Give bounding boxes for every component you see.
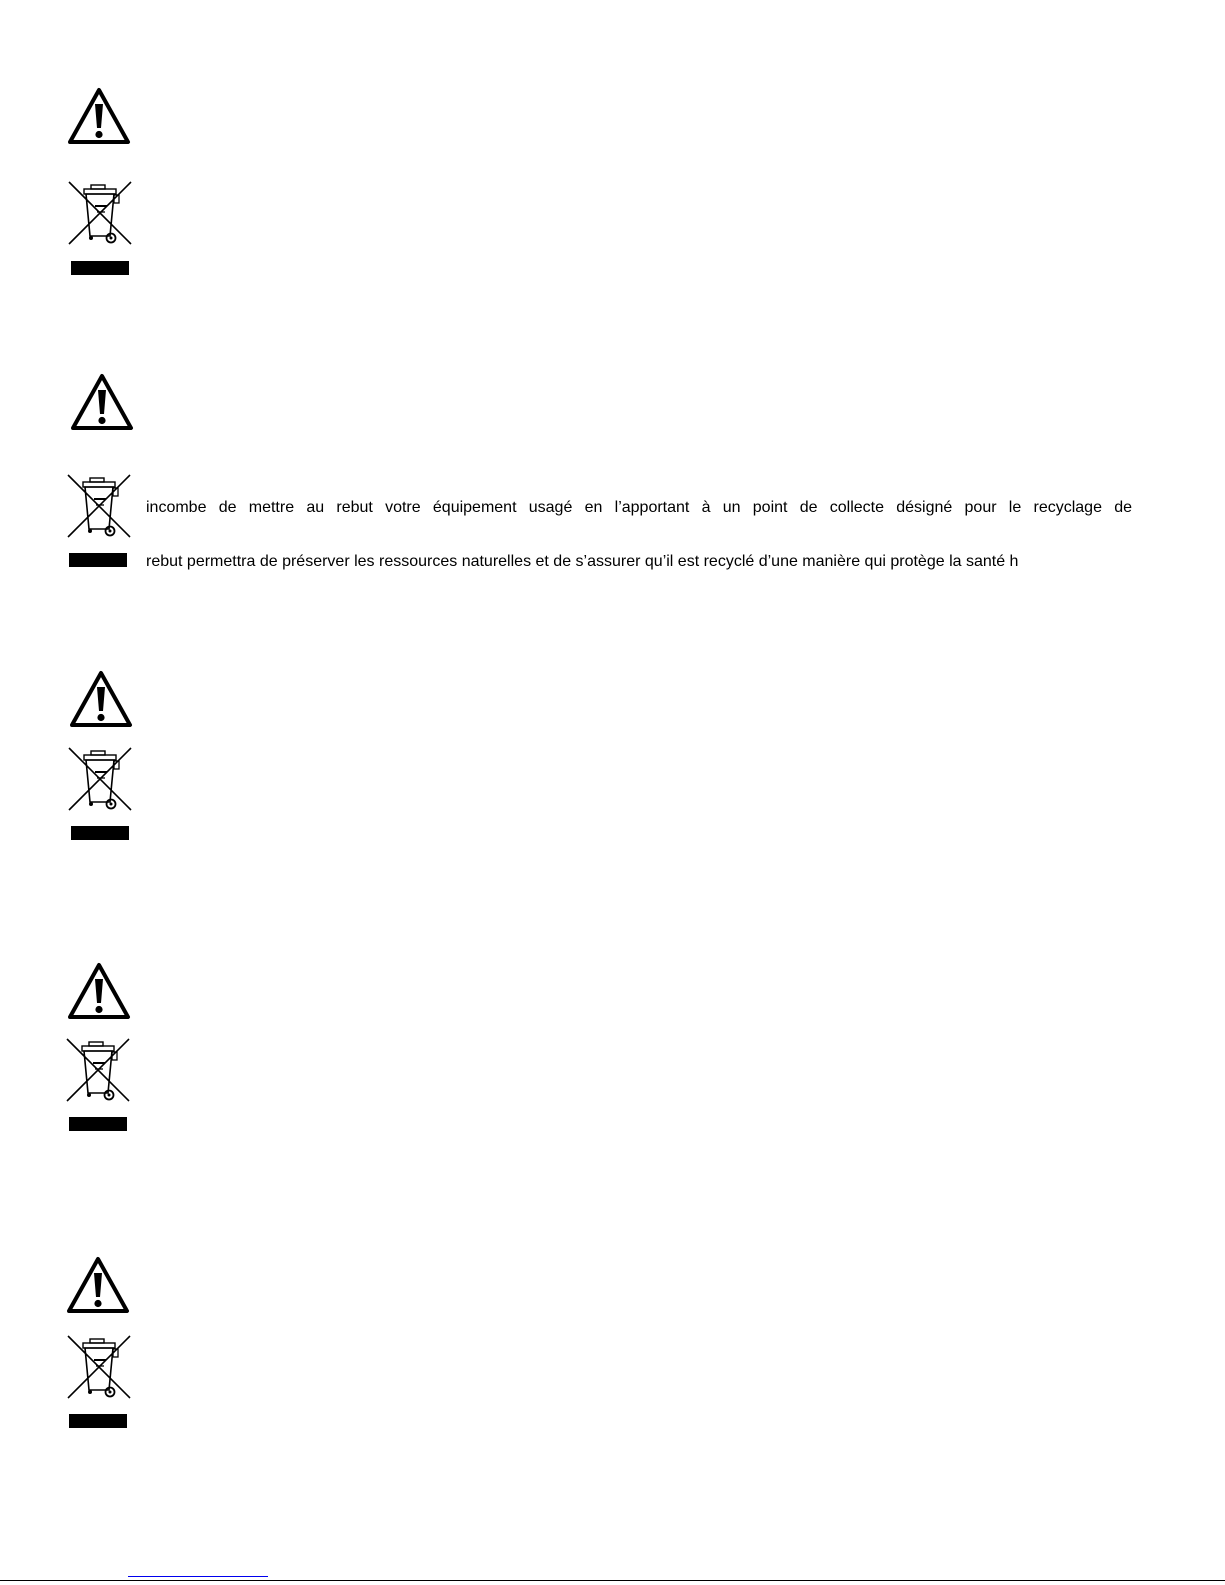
warning-triangle-icon [65,1255,131,1315]
crossed-out-wheelie-bin-icon [66,1334,132,1400]
footer-rule [0,1580,1225,1581]
weee-bar [71,826,129,840]
weee-bar [69,553,127,567]
warning-triangle-icon [66,86,132,146]
warning-triangle-icon [68,669,134,729]
warning-triangle-icon [66,961,132,1021]
crossed-out-wheelie-bin-icon [67,180,133,246]
weee-bar [69,1117,127,1131]
disposal-text-line-2: rebut permettra de préserver les ressources naturelles et de s’assurer qu’il est recyclé d’une manière qui protège la santé h [146,553,1019,570]
weee-bar [69,1414,127,1428]
crossed-out-wheelie-bin-icon [66,473,132,539]
crossed-out-wheelie-bin-icon [67,746,133,812]
warning-triangle-icon [69,372,135,432]
weee-bar [71,261,129,275]
footer-link-underline[interactable] [128,1576,268,1577]
disposal-text-line-1: incombe de mettre au rebut votre équipement usagé en l’apportant à un point de collecte désigné pour le recyclage de [146,499,1132,516]
crossed-out-wheelie-bin-icon [65,1037,131,1103]
